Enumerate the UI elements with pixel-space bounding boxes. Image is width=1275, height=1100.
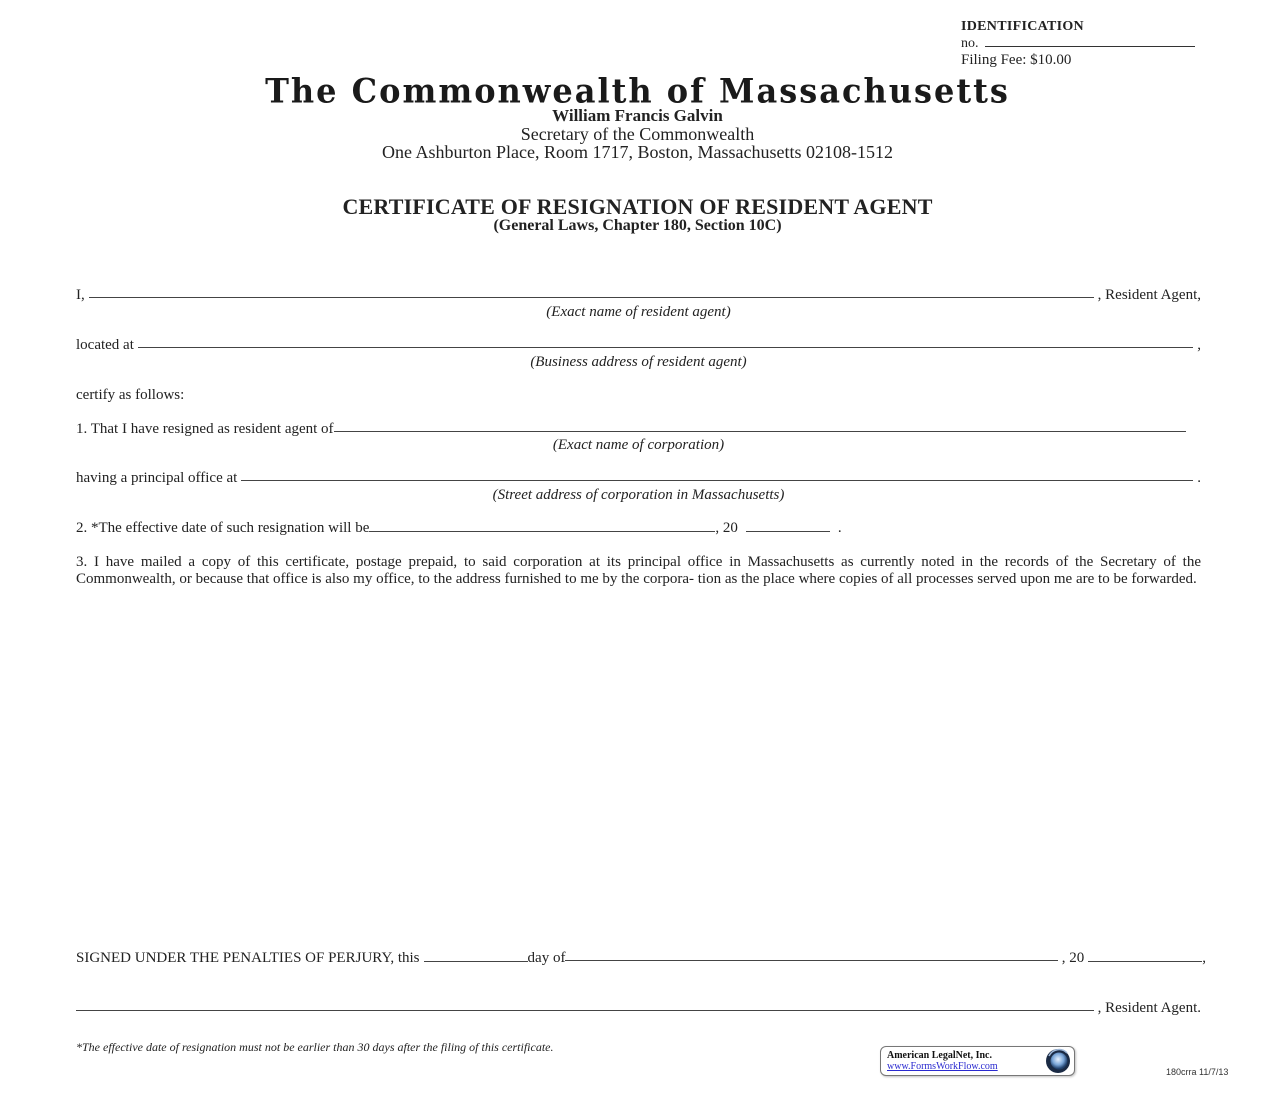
- corporation-address-suffix: .: [1197, 470, 1201, 486]
- agent-address-row: [76, 337, 1201, 354]
- corporation-name-field[interactable]: [334, 430, 1186, 432]
- identification-title: IDENTIFICATION: [961, 19, 1084, 34]
- corporation-address-field[interactable]: [241, 479, 1193, 481]
- certify-label: certify as follows:: [76, 387, 185, 403]
- form-code: 180crra 11/7/13: [1166, 1067, 1229, 1077]
- corporation-address-row: [76, 470, 1201, 487]
- effective-date-row: [76, 520, 842, 537]
- corporation-name-caption: (Exact name of corporation): [552, 437, 725, 453]
- signature-agent-row: [76, 1000, 1201, 1017]
- signature-day-field[interactable]: [424, 961, 528, 962]
- form-subtitle: (General Laws, Chapter 180, Section 10C): [493, 217, 782, 234]
- effective-date-year-field[interactable]: [746, 531, 830, 532]
- logo-company-name: American LegalNet, Inc.: [887, 1050, 992, 1061]
- agent-name-prefix: I,: [76, 287, 85, 303]
- identification-number: [961, 36, 1195, 52]
- agent-name-field[interactable]: [89, 296, 1094, 298]
- item-3-paragraph: 3. I have mailed a copy of this certificate, postage prepaid, to said corporation at its principal office in Massachusetts as currently noted in the records of the Secretary of the Commonwealth, or because that office is also my office, to the address furnished to me by the corpora- tion as the place where copies of all processes served upon me are to be forwarded.: [76, 554, 1201, 587]
- effective-date-suffix: .: [837, 520, 842, 536]
- agent-address-field[interactable]: [138, 346, 1193, 348]
- signature-day-of: day of: [527, 950, 566, 966]
- agent-name-caption: (Exact name of resident agent): [546, 304, 731, 320]
- signature-month-field[interactable]: [565, 959, 1057, 961]
- effective-date-year-prefix: , 20: [715, 520, 738, 536]
- globe-icon: [1045, 1048, 1071, 1074]
- signature-agent-suffix: , Resident Agent.: [1097, 1000, 1201, 1016]
- effective-date-field[interactable]: [369, 531, 715, 532]
- agent-name-suffix: , Resident Agent,: [1097, 287, 1201, 303]
- signature-year-suffix: ,: [1202, 950, 1206, 966]
- agent-address-caption: (Business address of resident agent): [530, 354, 747, 370]
- effective-date-prefix: 2. *The effective date of such resignation will be: [76, 520, 370, 536]
- certify-text: [76, 387, 1201, 404]
- corporation-address-prefix: having a principal office at: [76, 470, 238, 486]
- corporation-name-prefix: 1. That I have resigned as resident agent of: [76, 421, 334, 437]
- agent-address-suffix: ,: [1197, 337, 1201, 353]
- signature-date-row: [76, 950, 1206, 967]
- secretary-name: William Francis Galvin: [552, 106, 723, 125]
- commonwealth-heading: The Commonwealth of Massachusetts: [265, 71, 1010, 111]
- signature-year-field[interactable]: [1088, 961, 1202, 962]
- secretary-title: Secretary of the Commonwealth: [520, 124, 755, 144]
- signature-year-prefix: , 20: [1061, 950, 1085, 966]
- signature-prefix: SIGNED UNDER THE PENALTIES OF PERJURY, this: [76, 950, 420, 966]
- identification-no-label: no.: [961, 36, 979, 51]
- agent-name-row: [76, 287, 1201, 304]
- agent-address-prefix: located at: [76, 337, 134, 353]
- signature-agent-field[interactable]: [76, 1009, 1094, 1011]
- footnote: *The effective date of resignation must not be earlier than 30 days after the filing of this certificate.: [76, 1040, 554, 1054]
- logo-url-link[interactable]: www.FormsWorkFlow.com: [887, 1061, 998, 1072]
- form-title: CERTIFICATE OF RESIGNATION OF RESIDENT AGENT: [342, 194, 933, 219]
- office-address: One Ashburton Place, Room 1717, Boston, Massachusetts 02108-1512: [382, 142, 893, 162]
- american-legalnet-logo[interactable]: [880, 1046, 1075, 1076]
- corporation-name-row: [76, 421, 1190, 438]
- filing-fee: Filing Fee: $10.00: [961, 52, 1072, 68]
- corporation-address-caption: (Street address of corporation in Massachusetts): [492, 487, 785, 503]
- identification-no-field[interactable]: [985, 36, 1195, 47]
